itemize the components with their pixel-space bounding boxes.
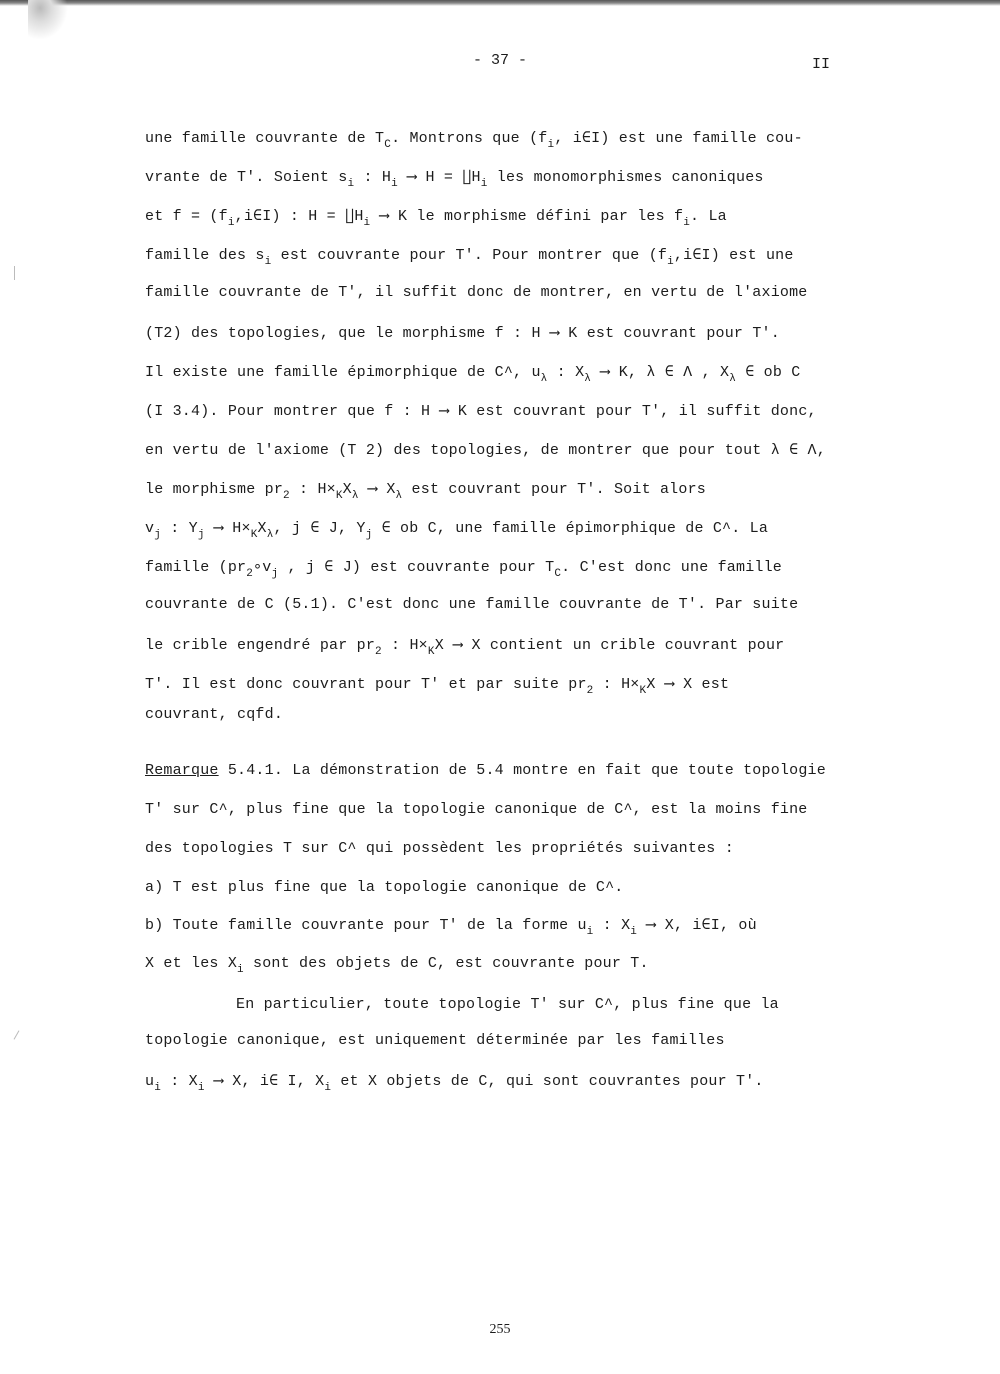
scan-top-border [0, 0, 1000, 6]
text-line: X et les $X_i$ sont des objets de C, est couvrante pour T. [145, 955, 649, 976]
scan-margin-mark [14, 1030, 20, 1039]
text-line: famille des $s_i$ est couvrante pour T'. Pour montrer que $(f_i,i\in I)$ est une [145, 247, 794, 268]
scan-margin-mark [14, 266, 15, 280]
text-line: famille couvrante de T', il suffit donc de montrer, en vertu de l'axiome [145, 284, 808, 301]
text-line: (I 3.4). Pour montrer que f : H ⟶ K est couvrant pour T', il suffit donc, [145, 403, 817, 420]
text-line: Remarque 5.4.1. La démonstration de 5.4 montre en fait que toute topologie [145, 762, 826, 779]
text-line: une famille couvrante de $T_C$. Montrons que ($f_i$, i∈I) est une famille cou- [145, 130, 803, 151]
text-line: a) T est plus fine que la topologie canonique de C^. [145, 879, 624, 896]
text-line: T'. Il est donc couvrant pour T' et par suite $pr_2$ : $H\times_KX$ ⟶ X est [145, 676, 730, 697]
page-number: - 37 - [472, 52, 527, 69]
text-line: en vertu de l'axiome (T 2) des topologies, de montrer que pour tout λ ∈ Λ, [145, 442, 826, 459]
text-line: T' sur C^, plus fine que la topologie canonique de C^, est la moins fine [145, 801, 808, 818]
footer-page-number: 255 [489, 1322, 511, 1337]
text-line: b) Toute famille couvrante pour T' de la forme $u_i$ : $X_i$ ⟶ X, i∈I, où [145, 917, 757, 938]
text-line: et $f = (f_i,i\in I)$ : $H = ∐H_i$ ⟶ K le morphisme défini par les $f_i$. La [145, 208, 727, 229]
text-line: le crible engendré par $pr_2$ : $H\times_KX$ ⟶ X contient un crible couvrant pour [145, 637, 785, 658]
text-line: Il existe une famille épimorphique de C^, $u_\lambda$ : $X_\lambda$ ⟶ K, λ ∈ Λ , $X_\lambda$ ∈ ob C [145, 364, 801, 385]
text-line: $u_i$ : $X_i$ ⟶ X, i∈ I, $X_i$ et X objets de C, qui sont couvrantes pour T'. [145, 1073, 764, 1094]
text-line: topologie canonique, est uniquement déterminée par les familles [145, 1032, 725, 1049]
text-line: couvrante de C (5.1). C'est donc une famille couvrante de T'. Par suite [145, 596, 799, 613]
text-line: couvrant, cqfd. [145, 706, 284, 723]
text-line: famille ($pr_2\circ v_j$ , j ∈ J) est couvrante pour $T_C$. C'est donc une famille [145, 559, 783, 580]
text-line: En particulier, toute topologie T' sur C^, plus fine que la [236, 996, 779, 1013]
text-line: (T2) des topologies, que le morphisme f : H ⟶ K est couvrant pour T'. [145, 325, 780, 342]
remark-label: Remarque [145, 762, 219, 779]
chapter-number: II [812, 56, 831, 73]
text-line: des topologies T sur C^ qui possèdent les propriétés suivantes : [145, 840, 734, 857]
text-line: le morphisme $pr_2$ : $H\times_KX_\lambda$ ⟶ $X_\lambda$ est couvrant pour T'. Soit alors [145, 481, 706, 502]
text-line: $v_j$ : $Y_j$ ⟶ $H\times_KX_\lambda$, j ∈ J, $Y_j$ ∈ ob C, une famille épimorphique de C^. La [145, 520, 769, 541]
text-line: vrante de T'. Soient $s_i$ : $H_i$ ⟶ $H = ∐H_i$ les monomorphismes canoniques [145, 169, 764, 190]
scan-corner-mark [28, 0, 68, 40]
